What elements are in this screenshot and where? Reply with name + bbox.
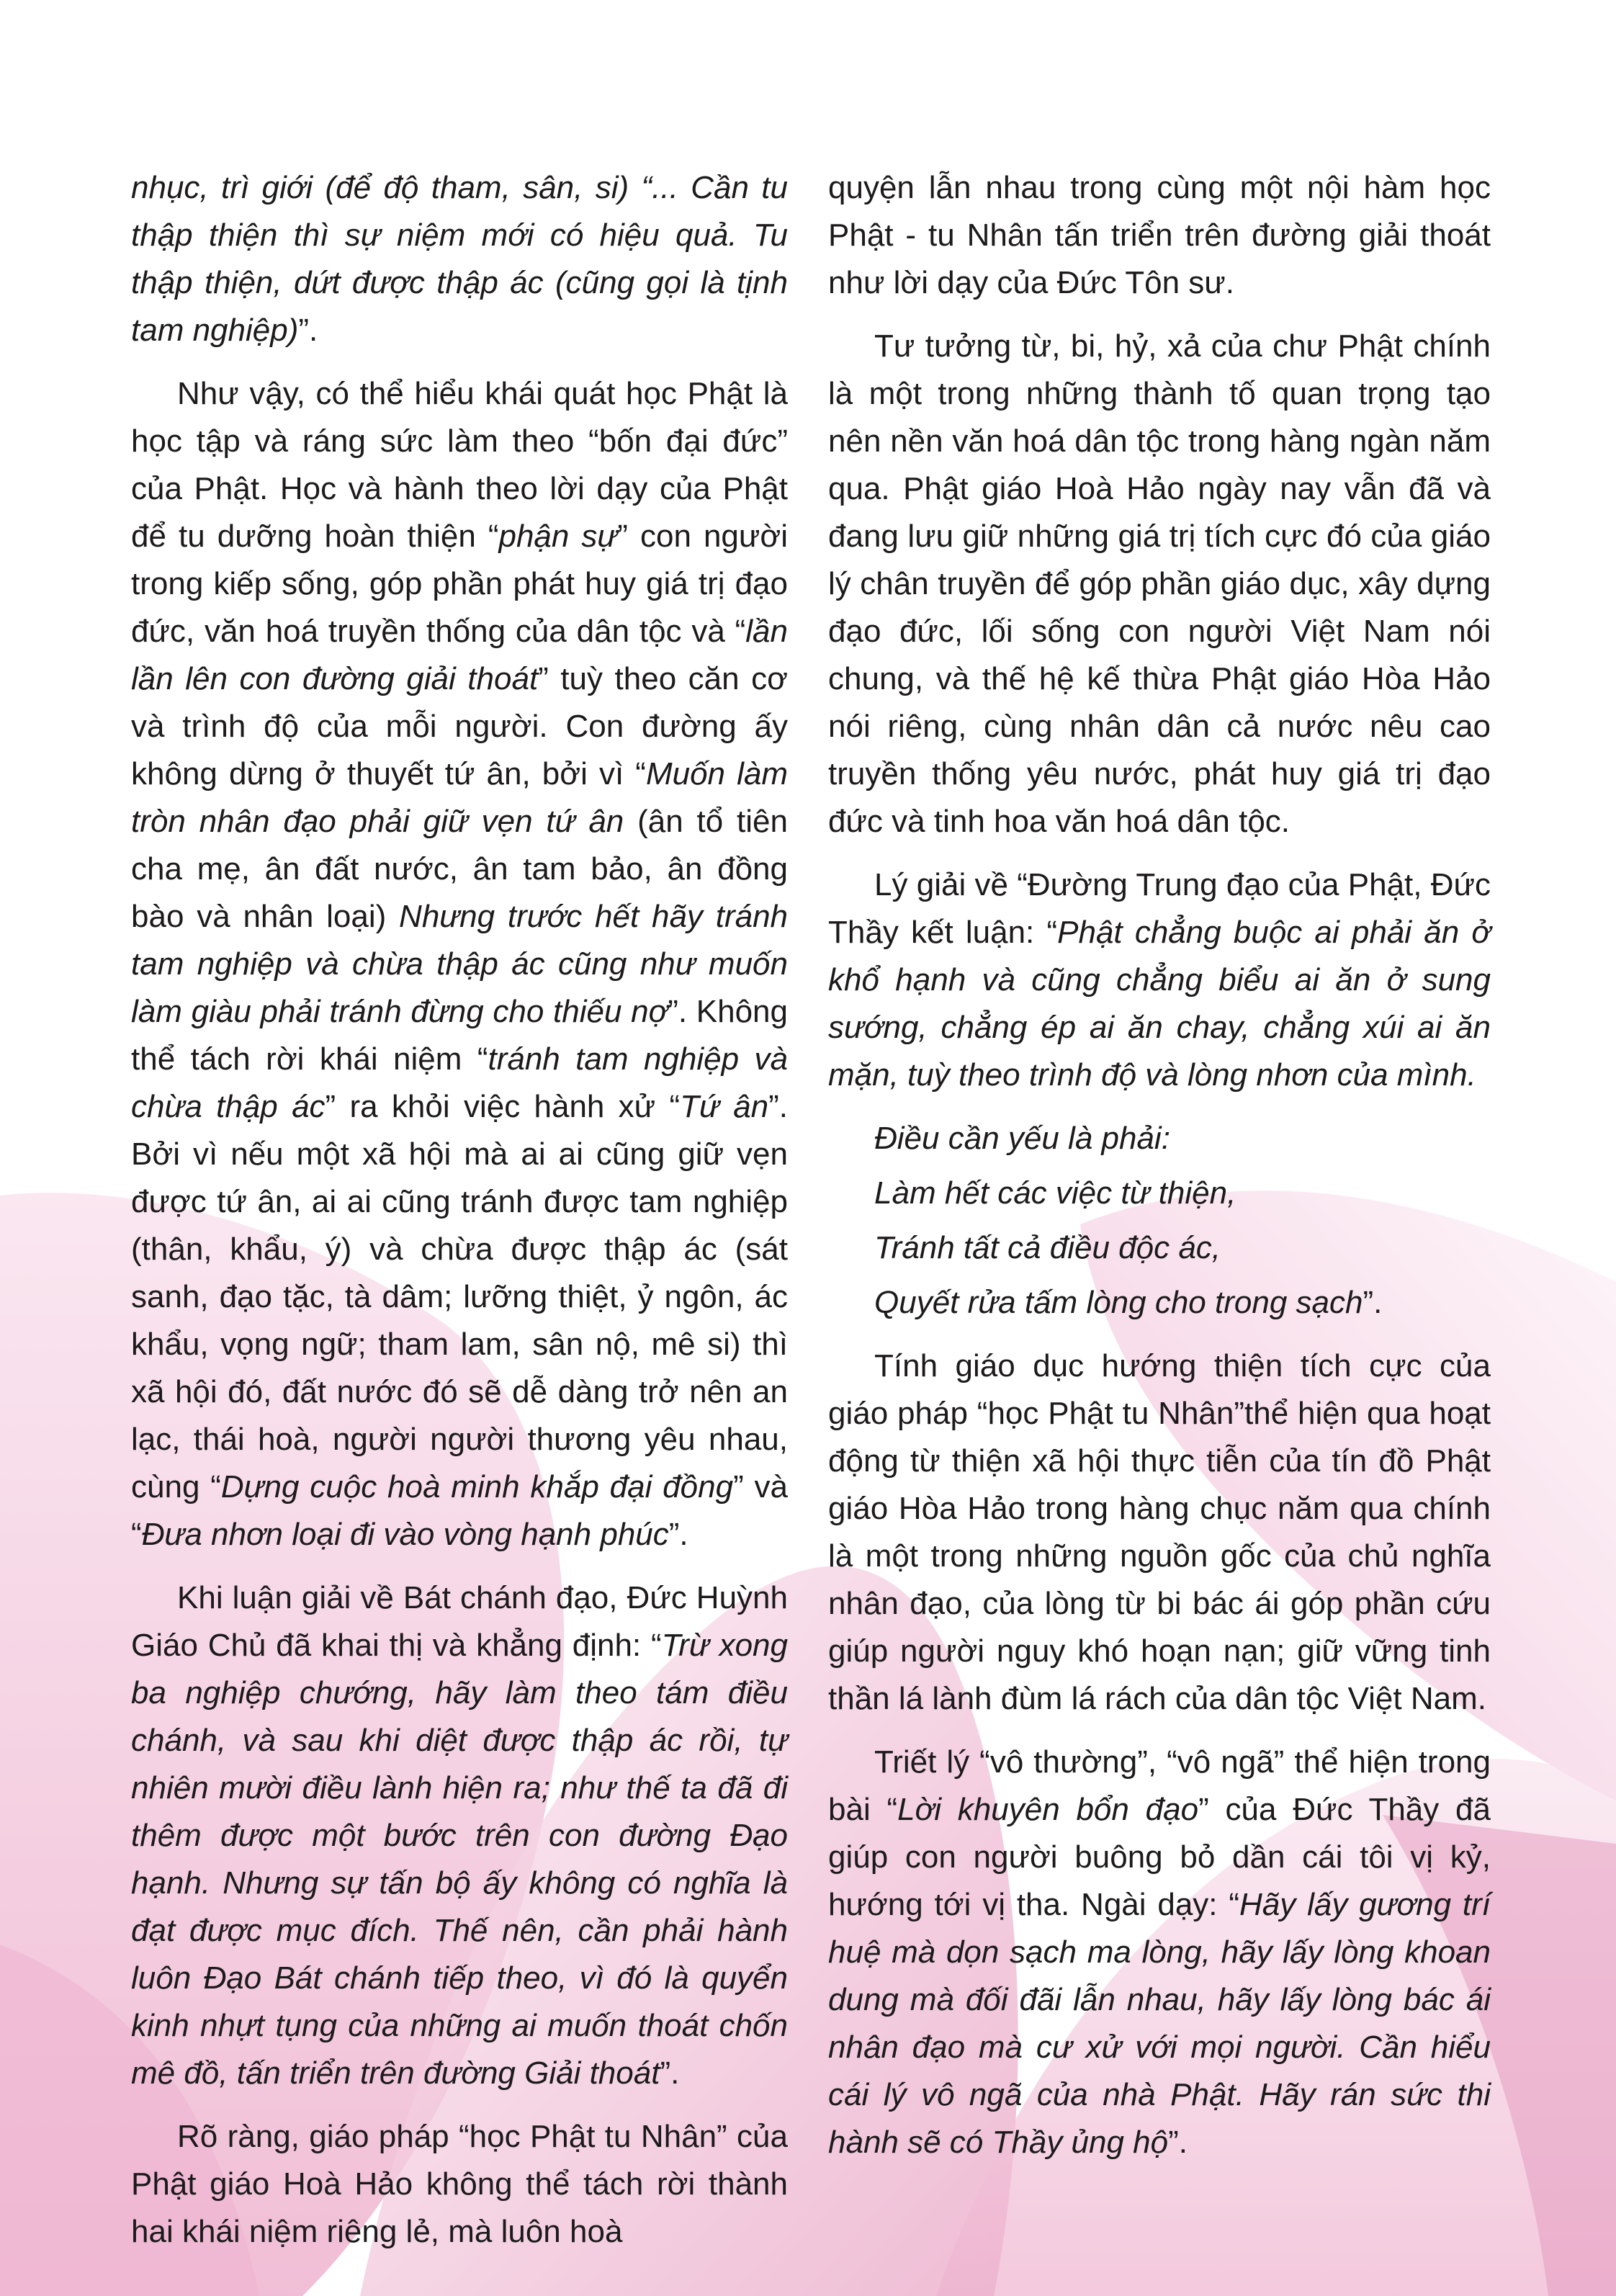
quote: tránh tam nghiệp và chừa thập ác bbox=[131, 1041, 788, 1124]
right-column bbox=[828, 164, 1491, 2182]
text-run: ” của Đức Thầy đã giúp con người buông bỏ dần cái tôi vị kỷ, hướng tới vị tha. Ngài dạy: “ bbox=[828, 1792, 1491, 1922]
text-run: ” tuỳ theo căn cơ và trình độ của mỗi người. Con đường ấy không dừng ở thuyết tứ ân, bởi vì “ bbox=[131, 661, 788, 792]
quote: Phật chẳng buộc ai phải ăn ở khổ hạnh và cũng chẳng biểu ai ăn ở sung sướng, chẳng ép ai ăn chay, chẳng xúi ai ăn mặn, tuỳ theo trình độ và lòng nhơn của mình. bbox=[828, 915, 1491, 1093]
paragraph bbox=[828, 1739, 1491, 2166]
text-run: ”. Không thể tách rời khái niệm “ bbox=[131, 994, 788, 1077]
quote: Tránh tất cả điều độc ác, bbox=[874, 1230, 1221, 1265]
text-run: ” con người trong kiếp sống, góp phần phát huy giá trị đạo đức, văn hoá truyền thống của dân tộc và “ bbox=[131, 519, 788, 649]
text-run: ”. Bởi vì nếu một xã hội mà ai ai cũng giữ vẹn được tứ ân, ai ai cũng tránh được tam nghiệp (thân, khẩu, ý) và chừa được thập ác (sát sanh, đạo tặc, tà dâm; lưỡng thiệt, ỷ ngôn, ác khẩu, vọng ngữ; tham lam, sân nộ, mê si) thì xã hội đó, đất nước đó sẽ dễ dàng trở nên an lạc, thái hoà, người người thương yêu nhau, cùng “ bbox=[131, 1089, 788, 1504]
paragraph bbox=[828, 861, 1491, 1099]
text-run: ”. bbox=[1363, 1285, 1383, 1320]
paragraph bbox=[131, 2113, 788, 2256]
text-run: Lý giải về “Đường Trung đạo của Phật, Đức Thầy kết luận: “ bbox=[828, 867, 1491, 950]
text-run: ”. bbox=[660, 2055, 680, 2091]
paragraph bbox=[131, 164, 788, 354]
text-run: ”. bbox=[668, 1517, 688, 1552]
quote: Đưa nhơn loại đi vào vòng hạnh phúc bbox=[141, 1517, 669, 1552]
verse-line bbox=[828, 1115, 1491, 1162]
left-column bbox=[131, 164, 788, 2272]
text-run: (ân tổ tiên cha mẹ, ân đất nước, ân tam bảo, ân đồng bào và nhân loại) bbox=[131, 804, 788, 934]
text-run: ” và “ bbox=[131, 1469, 788, 1552]
paragraph bbox=[131, 1574, 788, 2097]
quote: lần lần lên con đường giải thoát bbox=[131, 614, 788, 696]
text-run: Rõ ràng, giáo pháp “học Phật tu Nhân” của Phật giáo Hoà Hảo không thể tách rời thành hai khái niệm riêng lẻ, mà luôn hoà bbox=[131, 2119, 788, 2249]
paragraph bbox=[131, 370, 788, 1559]
quote: Làm hết các việc từ thiện, bbox=[874, 1175, 1236, 1211]
text-run: ”. bbox=[298, 313, 318, 348]
text-run: ”. bbox=[1168, 2125, 1188, 2160]
text-run: Tư tưởng từ, bi, hỷ, xả của chư Phật chính là một trong những thành tố quan trọng tạo nên nền văn hoá dân tộc trong hàng ngàn năm qua. Phật giáo Hoà Hảo ngày nay vẫn đã và đang lưu giữ những giá trị tích cực đó của giáo lý chân truyền để góp phần giáo dục, xây dựng đạo đức, lối sống con người Việt Nam nói chung, và thế hệ kế thừa Phật giáo Hòa Hảo nói riêng, cùng nhân dân cả nước nêu cao truyền thống yêu nước, phát huy giá trị đạo đức và tinh hoa văn hoá dân tộc. bbox=[828, 328, 1491, 839]
verse-line bbox=[828, 1170, 1491, 1217]
quote: Quyết rửa tấm lòng cho trong sạch bbox=[874, 1285, 1363, 1320]
paragraph bbox=[828, 323, 1491, 846]
quote: Dựng cuộc hoà minh khắp đại đồng bbox=[220, 1469, 734, 1504]
text-run: Như vậy, có thể hiểu khái quát học Phật là học tập và ráng sức làm theo “bốn đại đức” của Phật. Học và hành theo lời dạy của Phật để tu dưỡng hoàn thiện “ bbox=[131, 376, 788, 554]
quote: Hãy lấy gương trí huệ mà dọn sạch ma lòng, hãy lấy lòng khoan dung mà đối đãi lẫn nhau, hãy lấy lòng bác ái nhân đạo mà cư xử với mọi người. Cần hiểu cái lý vô ngã của nhà Phật. Hãy rán sức thi hành sẽ có Thầy ủng hộ bbox=[828, 1887, 1491, 2160]
quote: nhục, trì giới (để độ tham, sân, si) “... Cần tu thập thiện thì sự niệm mới có hiệu quả. Tu thập thiện, dứt được thập ác (cũng gọi là tịnh tam nghiệp) bbox=[131, 170, 788, 348]
paragraph bbox=[828, 164, 1491, 307]
text-run: quyện lẫn nhau trong cùng một nội hàm học Phật - tu Nhân tấn triển trên đường giải thoát như lời dạy của Đức Tôn sư. bbox=[828, 170, 1491, 300]
text-run: Triết lý “vô thường”, “vô ngã” thể hiện trong bài “ bbox=[828, 1744, 1491, 1827]
quote: Nhưng trước hết hãy tránh tam nghiệp và chừa thập ác cũng như muốn làm giàu phải tránh đừng cho thiếu nợ bbox=[131, 899, 789, 1029]
quote: Lời khuyên bổn đạo bbox=[897, 1792, 1199, 1827]
text-run: ” ra khỏi việc hành xử “ bbox=[325, 1089, 681, 1124]
quote: Muốn làm tròn nhân đạo phải giữ vẹn tứ ân bbox=[131, 756, 788, 839]
verse-line bbox=[828, 1224, 1491, 1272]
text-run: Khi luận giải về Bát chánh đạo, Đức Huỳnh Giáo Chủ đã khai thị và khẳng định: “ bbox=[131, 1580, 788, 1663]
text-run: Tính giáo dục hướng thiện tích cực của giáo pháp “học Phật tu Nhân”thể hiện qua hoạt động từ thiện xã hội thực tiễn của tín đồ Phật giáo Hòa Hảo trong hàng chục năm qua chính là một trong những nguồn gốc của chủ nghĩa nhân đạo, của lòng từ bi bác ái góp phần cứu giúp người nguy khó hoạn nạn; giữ vững tinh thần lá lành đùm lá rách của dân tộc Việt Nam. bbox=[828, 1348, 1491, 1716]
quote: Trừ xong ba nghiệp chướng, hãy làm theo tám điều chánh, và sau khi diệt được thập ác rồi, tự nhiên mười điều lành hiện ra; như thế ta đã đi thêm được một bước trên con đường Đạo hạnh. Nhưng sự tấn bộ ấy không có nghĩa là đạt được mục đích. Thế nên, cần phải hành luôn Đạo Bát chánh tiếp theo, vì đó là quyển kinh nhựt tụng của những ai muốn thoát chốn mê đồ, tấn triển trên đường Giải thoát bbox=[131, 1628, 788, 2091]
quote: phận sự bbox=[498, 519, 618, 554]
quote: Tứ ân bbox=[680, 1089, 769, 1124]
paragraph bbox=[828, 1342, 1491, 1723]
quote: Điều cần yếu là phải: bbox=[874, 1121, 1170, 1156]
verse-line bbox=[828, 1279, 1491, 1327]
